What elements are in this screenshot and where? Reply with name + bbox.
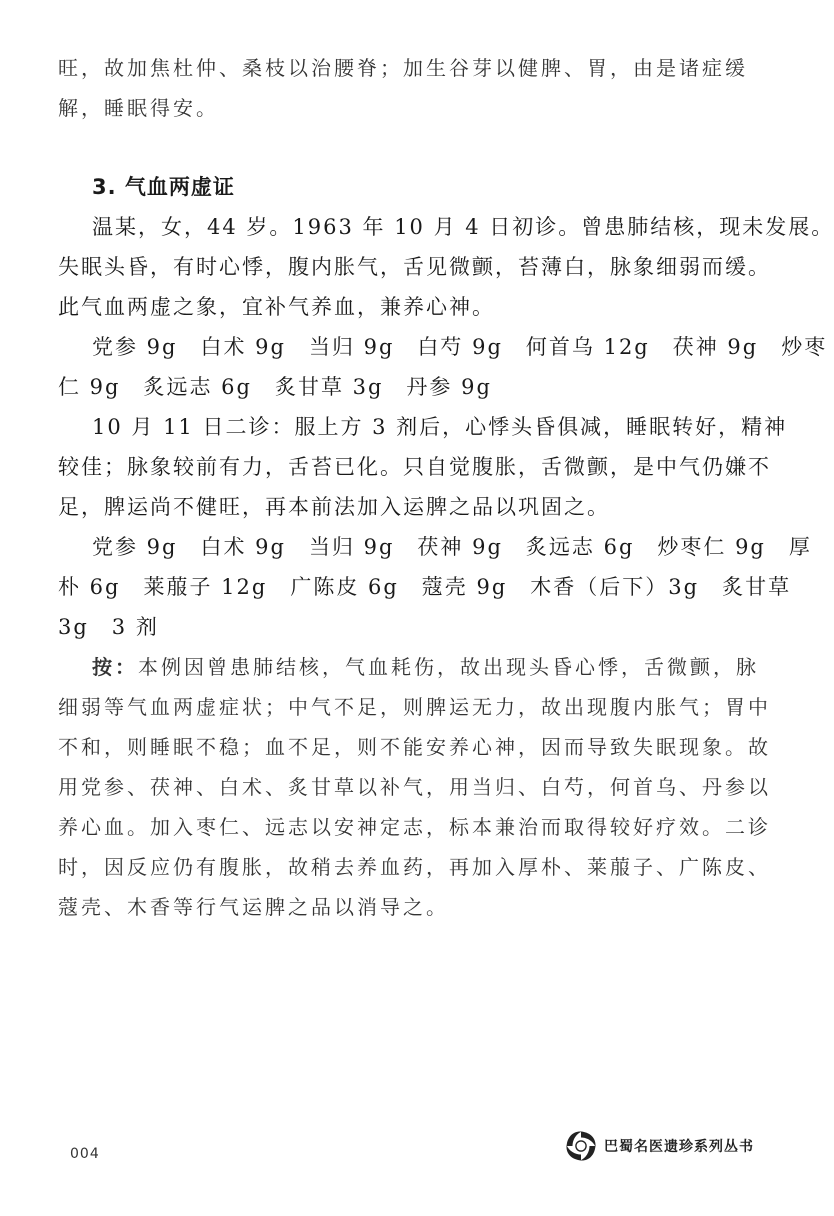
- followup-line-2: 较佳；脉象较前有力，舌苔已化。只自觉腹胀，舌微颤，是中气仍嫌不: [58, 455, 771, 479]
- note-line-7: 蔻壳、木香等行气运脾之品以消导之。: [58, 895, 449, 919]
- note-line-1-text: 本例因曾患肺结核，气血耗伤，故出现头昏心悸，舌微颤，脉: [138, 655, 759, 679]
- section-title: 3. 气血两虚证: [92, 175, 235, 199]
- note-label: 按：: [92, 655, 138, 679]
- prescription2-line-1: 党参 9g 白术 9g 当归 9g 茯神 9g 炙远志 6g 炒枣仁 9g 厚: [92, 535, 812, 559]
- note-line-3: 不和，则睡眠不稳；血不足，则不能安养心神，因而导致失眠现象。故: [58, 735, 771, 759]
- note-line-4: 用党参、茯神、白术、炙甘草以补气，用当归、白芍，何首乌、丹参以: [58, 775, 771, 799]
- note-line-2: 细弱等气血两虚症状；中气不足，则脾运无力，故出现腹内胀气；胃中: [58, 695, 771, 719]
- prescription2-line-2: 朴 6g 莱菔子 12g 广陈皮 6g 蔻壳 9g 木香（后下）3g 炙甘草: [58, 575, 792, 599]
- followup-line-1: 10 月 11 日二诊：服上方 3 剂后，心悸头昏俱减，睡眠转好，精神: [92, 415, 788, 439]
- case-line-1: 温某，女，44 岁。1963 年 10 月 4 日初诊。曾患肺结核，现未发展。: [92, 215, 834, 239]
- series-title: 巴蜀名医遗珍系列丛书: [604, 1139, 754, 1155]
- followup-line-3: 足，脾运尚不健旺，再本前法加入运脾之品以巩固之。: [58, 495, 610, 519]
- case-line-3: 此气血两虚之象，宜补气养血，兼养心神。: [58, 295, 495, 319]
- prescription1-line-2: 仁 9g 炙远志 6g 炙甘草 3g 丹参 9g: [58, 375, 492, 399]
- intro-line-1: 旺，故加焦杜仲、桑枝以治腰脊；加生谷芽以健脾、胃，由是诸症缓: [58, 56, 748, 80]
- case-line-2: 失眠头昏，有时心悸，腹内胀气，舌见微颤，苔薄白，脉象细弱而缓。: [58, 255, 771, 279]
- note-line-1: [92, 653, 759, 681]
- intro-line-2: 解，睡眠得安。: [58, 96, 219, 120]
- note-line-6: 时，因反应仍有腹胀，故稍去养血药，再加入厚朴、莱菔子、广陈皮、: [58, 855, 771, 879]
- page-number: 004: [70, 1146, 100, 1162]
- swirl-logo-icon: [564, 1129, 598, 1163]
- series-footer: [564, 1129, 754, 1163]
- prescription2-line-3: 3g 3 剂: [58, 615, 159, 639]
- note-line-5: 养心血。加入枣仁、远志以安神定志，标本兼治而取得较好疗效。二诊: [58, 815, 771, 839]
- prescription1-line-1: 党参 9g 白术 9g 当归 9g 白芍 9g 何首乌 12g 茯神 9g 炒枣: [92, 335, 828, 359]
